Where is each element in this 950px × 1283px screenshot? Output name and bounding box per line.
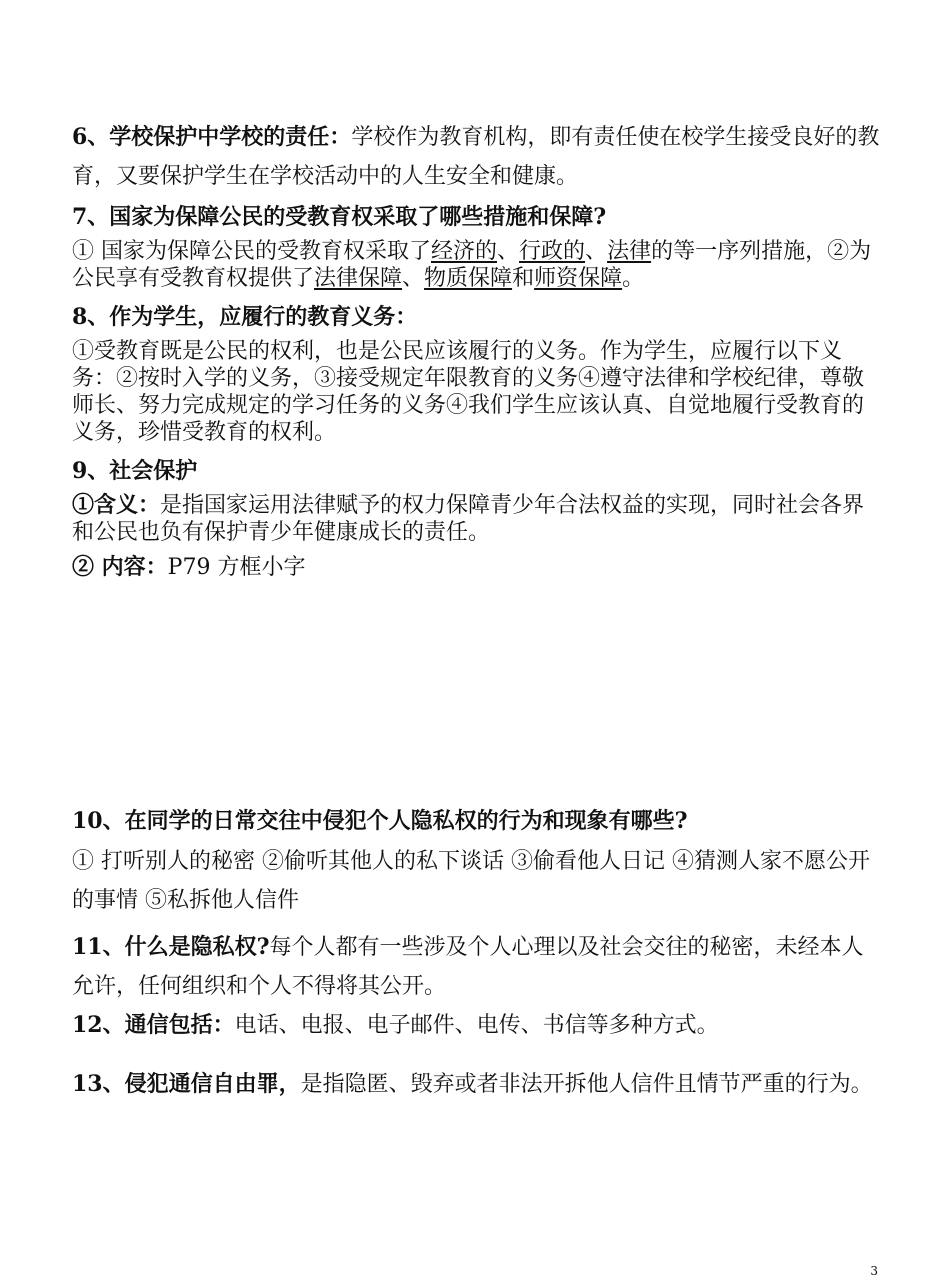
section-8-text: ①受教育既是公民的权利，也是公民应该履行的义务。作为学生，应履行以下义务：②按时入学的义务，③接受规定年限教育的义务④遵守法律和学校纪律，尊敬师长、努力完成规定的学习任务的义务④我们学生应该认真、自觉地履行受教育的义务，珍惜受教育的权利。	[72, 339, 865, 445]
section-11-title: 11、什么是隐私权?	[72, 934, 270, 960]
underline-teacher-guarantee: 师资保障	[534, 266, 623, 291]
blank-space	[72, 581, 880, 804]
underline-legal-guarantee: 法律保障	[314, 266, 403, 291]
section-11: 11、什么是隐私权?每个人都有一些涉及个人心理以及社会交往的秘密，未经本人允许，任何组织和个人不得将其公开。	[72, 934, 864, 999]
page-number: 3	[870, 1264, 878, 1278]
section-8-title: 8、作为学生，应履行的教育义务：	[72, 304, 418, 330]
section-6-title: 6、学校保护中学校的责任：	[72, 124, 352, 150]
section-9-definition: ①含义：是指国家运用法律赋予的权力保障青少年合法权益的实现，同时社会各界和公民也负有保护青少年健康成长的责任。	[72, 492, 865, 545]
section-13-title: 13、侵犯通信自由罪，	[72, 1071, 301, 1097]
section-7-text: ① 国家为保障公民的受教育权采取了经济的、行政的、法律的等一序列措施，②为公民享有受教育权提供了法律保障、物质保障和师资保障。	[72, 239, 872, 291]
section-9-def-label: ①含义：	[72, 492, 161, 518]
section-6	[72, 118, 880, 196]
section-10-title: 10、在同学的日常交往中侵犯个人隐私权的行为和现象有哪些?	[72, 808, 688, 834]
section-6-text: 学校作为教育机构，即有责任使在校学生接受良好的教育，又要保护学生在学校活动中的人生安全和健康。	[72, 125, 880, 189]
underline-legal: 法律	[607, 239, 652, 264]
section-9-title: 9、社会保护	[72, 458, 198, 484]
section-9-content: ② 内容：P79 方框小字	[72, 554, 306, 580]
section-13: 13、侵犯通信自由罪，是指隐匿、毁弃或者非法开拆他人信件且情节严重的行为。	[72, 1071, 873, 1097]
underline-economic: 经济的	[431, 239, 498, 264]
section-10-text: ① 打听别人的秘密 ②偷听其他人的私下谈话 ③偷看他人日记 ④猜测人家不愿公开的事情 ⑤私拆他人信件	[72, 849, 870, 913]
section-12-title: 12、通信包括：	[72, 1012, 235, 1038]
underline-administrative: 行政的	[519, 239, 586, 264]
section-7-title: 7、国家为保障公民的受教育权采取了哪些措施和保障?	[72, 204, 607, 230]
section-12: 12、通信包括：电话、电报、电子邮件、电传、书信等多种方式。	[72, 1012, 719, 1038]
section-9-content-label: ② 内容：	[72, 554, 168, 580]
underline-material-guarantee: 物质保障	[424, 266, 513, 291]
